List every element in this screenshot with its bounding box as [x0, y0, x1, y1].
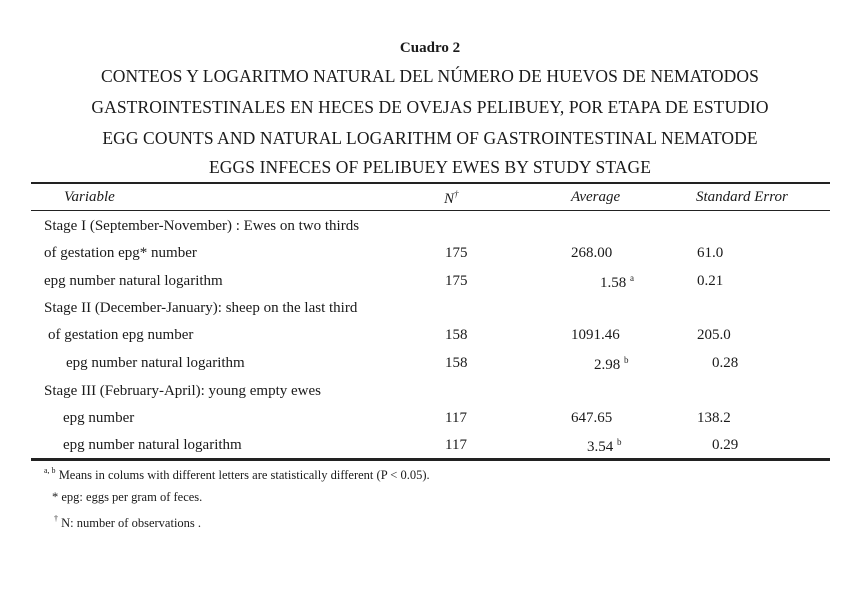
- row-variable: epg number: [63, 410, 135, 426]
- row-se: 0.29: [712, 437, 739, 453]
- row-n: 117: [445, 410, 467, 426]
- table-header-rule: [31, 210, 830, 211]
- footnote-mark: a, b: [44, 466, 56, 475]
- stage-2-label: Stage II (December-January): sheep on the last third: [44, 300, 358, 316]
- header-n-label: N: [444, 191, 455, 207]
- title-english-line-1: EGG COUNTS AND NATURAL LOGARITHM OF GASTROINTESTINAL NEMATODE: [102, 128, 758, 148]
- row-n: 175: [445, 245, 468, 261]
- table-bottom-rule: [31, 458, 830, 461]
- row-variable: of gestation epg number: [48, 327, 194, 343]
- row-average: [600, 273, 634, 292]
- header-average: Average: [571, 189, 621, 205]
- row-se: 61.0: [697, 245, 724, 261]
- footnote-significance: [44, 466, 430, 483]
- significance-letter: b: [624, 355, 629, 365]
- table-top-rule: [31, 182, 830, 184]
- row-variable: epg number natural logarithm: [63, 437, 242, 453]
- row-se: 0.28: [712, 355, 739, 371]
- header-variable: Variable: [64, 189, 115, 205]
- row-variable: epg number natural logarithm: [44, 273, 223, 289]
- significance-letter: b: [617, 437, 622, 447]
- header-n: [444, 189, 459, 208]
- row-n: 158: [445, 355, 468, 371]
- footnote-text: Means in colums with different letters are statistically different (P < 0.05).: [58, 468, 430, 482]
- row-se: 205.0: [697, 327, 731, 343]
- average-value: 2.98: [594, 357, 621, 373]
- row-average: [587, 437, 622, 456]
- title-spanish-line-2: GASTROINTESTINALES EN HECES DE OVEJAS PELIBUEY, POR ETAPA DE ESTUDIO: [91, 97, 769, 117]
- row-n: 158: [445, 327, 468, 343]
- row-variable: epg number natural logarithm: [66, 355, 245, 371]
- stage-1-label: Stage I (September-November) : Ewes on two thirds: [44, 218, 360, 234]
- average-value: 3.54: [587, 439, 614, 455]
- row-average: 647.65: [571, 410, 613, 426]
- significance-letter: a: [630, 273, 634, 283]
- footnote-mark: †: [54, 514, 58, 523]
- row-average: 1091.46: [571, 327, 620, 343]
- footnote-n: [54, 514, 201, 531]
- header-n-mark: †: [454, 189, 459, 199]
- title-spanish-line-1: CONTEOS Y LOGARITMO NATURAL DEL NÚMERO DE HUEVOS DE NEMATODOS: [101, 66, 759, 86]
- row-variable: of gestation epg* number: [44, 245, 197, 261]
- row-se: 138.2: [697, 410, 731, 426]
- footnote-text: N: number of observations .: [61, 516, 202, 530]
- title-english-line-2: EGGS INFECES OF PELIBUEY EWES BY STUDY STAGE: [209, 157, 651, 177]
- stage-3-label: Stage III (February-April): young empty ewes: [44, 383, 322, 399]
- average-value: 1.58: [600, 275, 627, 291]
- row-n: 175: [445, 273, 468, 289]
- row-n: 117: [445, 437, 467, 453]
- header-standard-error: Standard Error: [696, 189, 788, 205]
- row-average: 268.00: [571, 245, 613, 261]
- footnote-epg: * epg: eggs per gram of feces.: [52, 490, 203, 504]
- row-average: [594, 355, 629, 374]
- row-se: 0.21: [697, 273, 724, 289]
- table-label: Cuadro 2: [399, 40, 461, 56]
